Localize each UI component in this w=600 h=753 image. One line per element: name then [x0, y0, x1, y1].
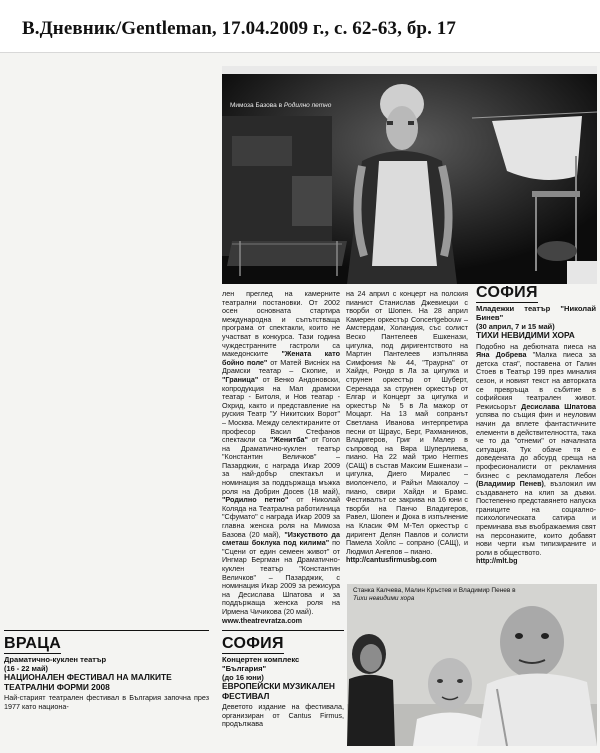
article-column-3: [476, 285, 596, 566]
event-title: НАЦИОНАЛЕН ФЕСТИВАЛ НА МАЛКИТЕ ТЕАТРАЛНИ ФОРМИ 2008: [4, 672, 172, 692]
event-title: ТИХИ НЕВИДИМИ ХОРА: [476, 330, 575, 341]
stage-photo-illustration: [222, 66, 597, 284]
vratsa-block: [4, 630, 209, 711]
stage-photo: [222, 66, 597, 284]
event-description: Деветото издание на фестивала, организиран от Cantus Firmus, продължава: [222, 702, 344, 729]
actors-photo-illustration: [347, 584, 597, 746]
venue-name: Младежки театър "Николай Бинев": [476, 304, 596, 322]
cantus-firmus-link[interactable]: http://cantusfirmusbg.com: [346, 555, 437, 565]
venue-name: Концертен комплекс "България": [222, 655, 300, 673]
theatre-vratsa-link[interactable]: www.theatrevratza.com: [222, 615, 303, 625]
event-title: ЕВРОПЕЙСКИ МУЗИКАЛЕН ФЕСТИВАЛ: [222, 681, 335, 701]
event-dates: (до 16 юни): [222, 672, 264, 682]
sofia-music-block: [222, 630, 344, 729]
actors-photo: [347, 584, 597, 746]
divider: [4, 630, 209, 631]
header-title: В.Дневник/Gentleman, 17.04.2009 г., с. 62-63, бр. 17: [22, 18, 456, 39]
event-dates: (16 - 22 май): [4, 663, 49, 673]
city-heading-sofia: СОФИЯ: [222, 635, 284, 652]
actors-photo-caption: Станка Калчева, Малин Кръстев и Владимир Пенев в Тихи невидими хора: [353, 587, 516, 602]
stage-photo-caption: Мимоза Базова в Родилно петно: [230, 102, 332, 109]
divider: [222, 630, 344, 631]
event-description: Подобно на дебютната пиеса на Яна Добрева "Малка пиеса за детска стая", поставена от Галин Стоев в Театър 199 през миналия сезон, и новият текст на авторката се превръща в събитие в софийския театрален живот. Режисьорът Десислава Шпатова успява по същия фин и неуловим начин да вплете фантастичните елементи в действителността, така че то да "отнеми" от началната ситуация. Тук обаче тя е доведената до абсурд среща на професионалисти от рекламния бизнес с рекламодателя Лебон (Владимир Пенев), възложил им създаването на клип за дъвки. Постепенно представянето напуска границите на социално-психологическата сатира и преминава във въображаемия свят на персонажите, които добавят нови черти към типизираните и роли в обществото.: [476, 341, 597, 557]
city-heading-vratsa: ВРАЦА: [4, 635, 62, 652]
venue-name: Драматично-куклен театър: [4, 655, 107, 664]
mlt-link[interactable]: http://mlt.bg: [476, 556, 518, 566]
article-column-2: на 24 април с концерт на полския пианист Станислав Джевиецки с творби от Шопен. На 28 април Камерен оркестър Concertgebouw – Амстердам, Холандия, със солист Веско Пантелеев Ешкенази, цигулка, под диригентството на Мартин Пантелеев изпълнява Симфония № 44, "Траурна" от Хайдн, Рондо в Ла за цигулка и струнен оркестър от Шуберт, Серенада за струнен оркестър от Елгар и Концерт за цигулка и оркестър № 5 в Ла мажор от Моцарт. На 13 май сопранът Светлана Иванова интерпретира песни от Щраус, Берг, Рахманинов, Владигеров, Григ и Малер в съпровод на Вяра Шуперлиева, пиано. На 22 май трио Hermes (САЩ) в състав Максим Ешкенази – цигулка, Диего Миралес – виолончело, и Райън Маккалоу – пиано, свири Хайдн и Брамс. Фестивалът се закрива на 16 юни с творби на Панчо Владигеров, Равел, Шопен и Дюка в изпълнение на Класик ФМ М-Тел оркестър с диригент Делян Павлов и солисти Памела Хойлс – сопрано (САЩ), и Людмил Ангелов – пиано. http://cantusfirmusbg.com: [346, 289, 468, 565]
event-description: Най-старият театрален фестивал в България започна през 1977 като национа-: [4, 693, 209, 711]
city-heading-sofia: СОФИЯ: [476, 284, 538, 301]
event-dates: (30 април, 7 и 15 май): [476, 321, 555, 331]
article-column-1: лен преглед на камерните театрални постановки. От 2002 осен основната стартира международна и съпътстваща програма от спектакли, които не участват в конкурса. Тази година чуждестранните гастроли са македонските "Жената като бойно поле" от Матей Виснієк на Драмски театар – Скопие, и "Граница" от Венко Андоновски, копродукция на Мал драмски театар - Битоля, и Нов театар - Охрид, както и представление на руския Театр "У Никитских Ворот" – Москва. Между селектираните от професор Васил Стефанов спектакли са "Женитба" от Гогол на Драматично-куклен театър "Константин Величков" – Пазарджик, с наградa Икар 2009 за най-добър спектакъл и номинация за поддържаща мъжка роля на Добрин Досев (18 май), "Родилно петно" от Николай Коляда на Театрална работилница "Сфумато" с награда Икар 2009 за главна женска роля на Мимоза Базова (20 май), "Изкуството да сметаш боклука под килима" по "Сцени от един семеен живот" от Ингмар Бергман на Драматично-куклен театър "Константин Величков" – Пазарджик, с номинация Икар 2009 за режисура на Десислава Шпатова и за поддържаща женска роля на Ирмена Чичикова (20 май). www.theatrevratza.com: [222, 289, 341, 625]
